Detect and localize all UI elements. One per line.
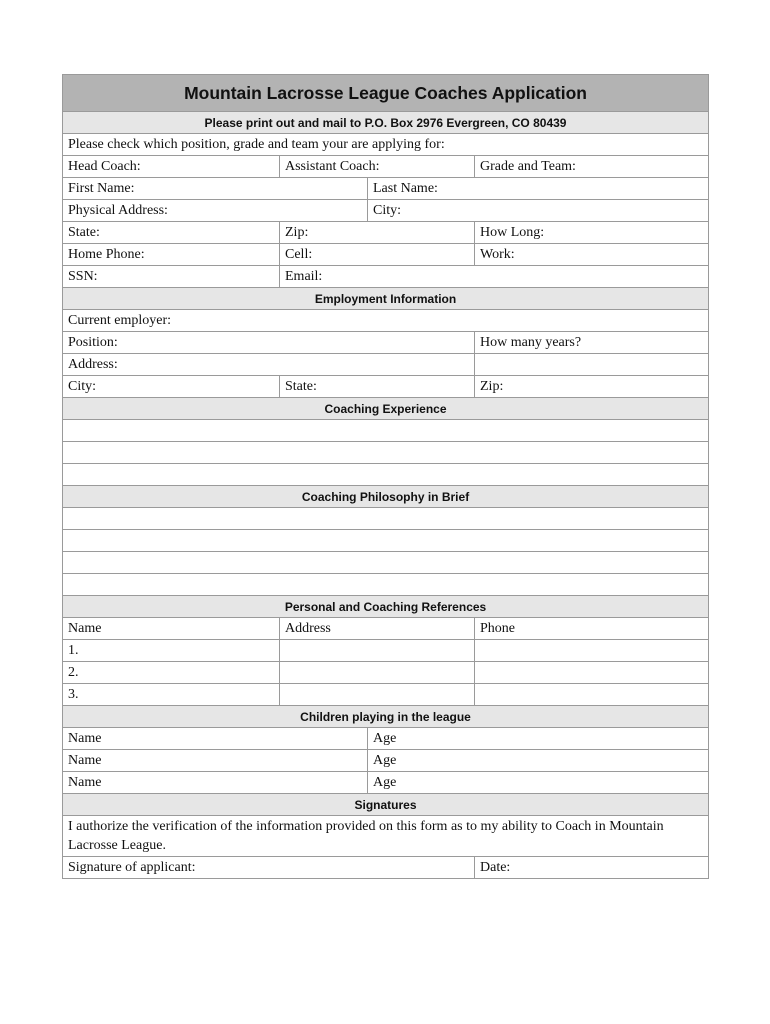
coaching-philosophy-line[interactable] (63, 574, 709, 596)
how-long-field[interactable]: How Long: (475, 222, 709, 244)
form-title: Mountain Lacrosse League Coaches Application (63, 75, 709, 112)
coaching-philosophy-heading: Coaching Philosophy in Brief (63, 486, 709, 508)
coaching-experience-line[interactable] (63, 420, 709, 442)
child-age-field[interactable]: Age (368, 772, 709, 794)
first-name-field[interactable]: First Name: (63, 178, 368, 200)
grade-team-field[interactable]: Grade and Team: (475, 156, 709, 178)
signatures-heading: Signatures (63, 794, 709, 816)
authorization-statement: I authorize the verification of the information provided on this form as to my ability to Coach in Mountain Lacrosse League. (63, 816, 709, 857)
city-field[interactable]: City: (368, 200, 709, 222)
signature-field[interactable]: Signature of applicant: (63, 857, 475, 879)
references-col-address: Address (280, 618, 475, 640)
reference-name-field[interactable]: 1. (63, 640, 280, 662)
reference-phone-field[interactable] (475, 640, 709, 662)
employment-state-field[interactable]: State: (280, 376, 475, 398)
coaching-philosophy-line[interactable] (63, 552, 709, 574)
employment-address-extra[interactable] (475, 354, 709, 376)
employment-position-field[interactable]: Position: (63, 332, 475, 354)
home-phone-field[interactable]: Home Phone: (63, 244, 280, 266)
coaching-philosophy-line[interactable] (63, 508, 709, 530)
last-name-field[interactable]: Last Name: (368, 178, 709, 200)
child-name-field[interactable]: Name (63, 750, 368, 772)
date-field[interactable]: Date: (475, 857, 709, 879)
coaching-philosophy-line[interactable] (63, 530, 709, 552)
reference-address-field[interactable] (280, 640, 475, 662)
reference-phone-field[interactable] (475, 662, 709, 684)
state-field[interactable]: State: (63, 222, 280, 244)
employment-address-field[interactable]: Address: (63, 354, 475, 376)
email-field[interactable]: Email: (280, 266, 709, 288)
zip-field[interactable]: Zip: (280, 222, 475, 244)
child-age-field[interactable]: Age (368, 728, 709, 750)
how-many-years-field[interactable]: How many years? (475, 332, 709, 354)
employment-city-field[interactable]: City: (63, 376, 280, 398)
reference-phone-field[interactable] (475, 684, 709, 706)
references-heading: Personal and Coaching References (63, 596, 709, 618)
references-col-phone: Phone (475, 618, 709, 640)
reference-address-field[interactable] (280, 684, 475, 706)
head-coach-field[interactable]: Head Coach: (63, 156, 280, 178)
reference-name-field[interactable]: 3. (63, 684, 280, 706)
ssn-field[interactable]: SSN: (63, 266, 280, 288)
coaching-experience-line[interactable] (63, 442, 709, 464)
assistant-coach-field[interactable]: Assistant Coach: (280, 156, 475, 178)
reference-address-field[interactable] (280, 662, 475, 684)
position-instruction: Please check which position, grade and team your are applying for: (63, 134, 709, 156)
references-col-name: Name (63, 618, 280, 640)
work-field[interactable]: Work: (475, 244, 709, 266)
child-age-field[interactable]: Age (368, 750, 709, 772)
mail-instruction: Please print out and mail to P.O. Box 2976 Evergreen, CO 80439 (63, 112, 709, 134)
employment-heading: Employment Information (63, 288, 709, 310)
current-employer-field[interactable]: Current employer: (63, 310, 709, 332)
employment-zip-field[interactable]: Zip: (475, 376, 709, 398)
child-name-field[interactable]: Name (63, 772, 368, 794)
cell-field[interactable]: Cell: (280, 244, 475, 266)
child-name-field[interactable]: Name (63, 728, 368, 750)
children-heading: Children playing in the league (63, 706, 709, 728)
reference-name-field[interactable]: 2. (63, 662, 280, 684)
coaching-experience-line[interactable] (63, 464, 709, 486)
application-form (62, 74, 709, 879)
physical-address-field[interactable]: Physical Address: (63, 200, 368, 222)
coaching-experience-heading: Coaching Experience (63, 398, 709, 420)
